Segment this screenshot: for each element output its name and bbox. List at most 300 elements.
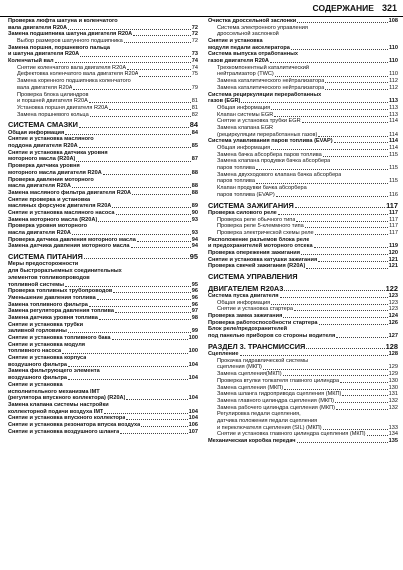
toc-page-number: 72 (191, 31, 198, 38)
toc-entry-title: Проверка электрической схемы реле (217, 230, 314, 236)
dot-leader (104, 413, 187, 414)
toc-entry (208, 179, 398, 186)
dot-leader (65, 134, 191, 135)
toc-entry (8, 382, 198, 389)
toc-entry-title: заливной горловины (8, 328, 67, 335)
toc-entry-title: сцепления (МКП) (217, 364, 262, 371)
toc-entry (8, 177, 198, 184)
toc-entry-title: Снятие и установка катушки зажигания (208, 256, 318, 263)
toc-page-number: 100 (188, 348, 198, 355)
toc-entry-title: масла двигателя R20A (8, 183, 71, 190)
toc-entry-title: Проверка реле обычного типа (217, 216, 296, 223)
toc-entry (8, 243, 198, 250)
toc-entry (208, 263, 398, 270)
toc-entry (208, 411, 398, 418)
toc-entry (208, 210, 398, 217)
toc-entry-title: паров топлива (217, 165, 255, 172)
toc-entry (8, 51, 198, 58)
toc-entry (8, 92, 198, 99)
toc-page-number: 123 (388, 299, 398, 306)
toc-entry-title: Замена регулятора давления топлива (8, 308, 114, 315)
dot-leader (336, 409, 388, 410)
toc-page-number: 129 (388, 371, 398, 378)
toc-entry (8, 268, 198, 275)
toc-page-number: 133 (388, 424, 398, 431)
toc-page-number: 84 (191, 129, 198, 136)
toc-entry (208, 237, 398, 244)
toc-entry (8, 98, 198, 105)
dot-leader (141, 426, 187, 427)
toc-page-number: 95 (189, 252, 198, 262)
dot-leader (325, 89, 388, 90)
toc-entry (208, 172, 398, 179)
toc-entry-title: Система пуска двигателя (208, 292, 279, 299)
toc-page-number: 79 (191, 84, 198, 91)
toc-page-number: 117 (386, 200, 398, 210)
toc-entry (8, 38, 198, 45)
toc-page-number: 82 (191, 111, 198, 118)
dot-leader (133, 35, 191, 36)
dot-leader (62, 353, 188, 354)
toc-page-number: 87 (191, 156, 198, 163)
dot-leader (271, 304, 387, 305)
toc-entry (208, 51, 398, 58)
toc-page-number: 116 (389, 191, 398, 198)
toc-entry-title: Регулировка педали сцепления, (217, 411, 301, 418)
toc-entry-title: Замена датчика уровня топлива (8, 314, 98, 321)
toc-entry-title: Проверка работоспособности стартера (208, 319, 318, 326)
dot-leader (68, 366, 188, 367)
toc-page-number: 114 (389, 145, 398, 152)
toc-entry (208, 18, 398, 25)
toc-entry (208, 425, 398, 432)
toc-page-number: 115 (389, 165, 398, 172)
toc-entry (8, 422, 198, 429)
toc-entry-title: Трехкомпонентный каталитический (217, 64, 310, 71)
header-rule (0, 16, 403, 17)
dot-leader (55, 62, 191, 63)
dot-leader (278, 214, 388, 215)
toc-entry (8, 190, 198, 197)
toc-entry (8, 402, 198, 409)
dot-leader (284, 290, 384, 291)
toc-entry-title: Проверка втулки толкателя главного цилиндра (217, 377, 340, 384)
toc-entry-title: топливной системы (8, 281, 65, 288)
toc-page-number: 113 (388, 98, 398, 105)
toc-entry (8, 230, 198, 237)
toc-entry-title: Коленчатый вал (8, 58, 54, 65)
toc-entry-title: и шатуна двигателя R20A (8, 51, 80, 58)
toc-entry-title: (рециркуляции переработанных газов) (217, 131, 318, 138)
toc-entry-title: Снятие и установка модуля (8, 341, 86, 348)
dot-leader (112, 339, 188, 340)
toc-page-number: 130 (388, 384, 398, 391)
toc-entry-title: воздушного фильтра (8, 361, 68, 368)
toc-page-number: 88 (191, 183, 198, 190)
toc-page-number: 112 (389, 78, 398, 85)
toc-entry-title: Общая информация (217, 145, 271, 152)
dot-leader (283, 375, 388, 376)
toc-entry-title: Замена каталитического нейтрализатора (217, 84, 325, 91)
toc-entry-title: Снятие и установка главного цилиндра сцепления (МКП) (217, 431, 366, 438)
dot-leader (73, 89, 190, 90)
toc-entry (8, 368, 198, 375)
toc-entry-title: Механическая коробка передач (208, 438, 296, 445)
dot-leader (297, 442, 388, 443)
toc-entry (8, 409, 198, 416)
toc-page-number: 117 (388, 209, 398, 216)
toc-entry-title: вала двигателя R20A (17, 84, 73, 91)
toc-entry (208, 72, 398, 79)
toc-entry-title: дроссельной заслонкой (217, 31, 279, 38)
toc-entry (208, 92, 398, 99)
toc-page-number: 117 (389, 216, 398, 223)
toc-entry-title: Замена топливного фильтра (8, 301, 88, 308)
toc-entry-title: модуля педали акселератора (208, 44, 290, 51)
toc-entry (208, 185, 398, 192)
toc-entry-title: для быстроразъемных соединительных (8, 268, 122, 275)
toc-entry-title: моторного масла (R20A) (8, 156, 76, 163)
toc-entry (208, 105, 398, 112)
toc-page-number: 95 (191, 281, 198, 288)
toc-entry-title: Общая информация (217, 104, 271, 111)
toc-entry (208, 431, 398, 438)
toc-entry-title: Проверка опережения зажигания (208, 250, 300, 257)
toc-page-number: 104 (188, 395, 198, 402)
dot-leader (318, 261, 387, 262)
dot-leader (306, 348, 384, 349)
toc-entry-title: под панелью приборов со стороны водителя (208, 333, 336, 340)
toc-page-number: 121 (388, 256, 398, 263)
toc-entry (208, 351, 398, 358)
dot-leader (72, 187, 191, 188)
toc-column-left (8, 18, 198, 435)
toc-page-number: 88 (191, 169, 198, 176)
toc-entry (208, 31, 398, 38)
toc-entry-title: Снятие и установка топливного бака (8, 335, 111, 342)
dot-leader (131, 247, 191, 248)
toc-entry-title: элементов топливопроводов (8, 274, 90, 281)
toc-entry (8, 197, 198, 204)
toc-entry (8, 288, 198, 295)
toc-section-heading (8, 120, 198, 129)
toc-entry-title: Снятие и установка стартера (217, 306, 293, 313)
toc-entry (208, 132, 398, 139)
toc-page-number: 74 (191, 58, 198, 65)
dot-leader (98, 221, 190, 222)
toc-page-number: 96 (191, 301, 198, 308)
toc-entry (8, 203, 198, 210)
toc-page-number: 96 (191, 294, 198, 301)
dot-leader (80, 56, 191, 57)
toc-entry-title: Снятие и установка (8, 381, 63, 388)
toc-entry (208, 217, 398, 224)
dot-leader (84, 258, 189, 259)
toc-entry (8, 389, 198, 396)
toc-entry (208, 118, 398, 125)
toc-entry-title: Выбор размеров шатунного подшипника (17, 38, 123, 45)
toc-entry-title: Снятие и установка трубки EGR (217, 118, 301, 125)
dot-leader (274, 116, 388, 117)
toc-entry-title: Замена коренного подшипника коленчатого (17, 78, 131, 85)
toc-entry (208, 438, 398, 445)
toc-section-heading (208, 201, 398, 210)
dot-leader (283, 317, 387, 318)
toc-entry (208, 405, 398, 412)
toc-entry (208, 398, 398, 405)
toc-page-number: 126 (388, 319, 398, 326)
toc-entry-title: коллекторной подачи воздуха IMT (8, 408, 104, 415)
dot-leader (127, 69, 191, 70)
dot-leader (126, 419, 187, 420)
toc-entry-title: Дефектовка коленчатого вала двигателя R20A (17, 71, 139, 78)
dot-leader (271, 149, 388, 150)
toc-entry (208, 158, 398, 165)
toc-entry-title: нейтрализатор (TWC) (217, 71, 274, 78)
dot-leader (271, 109, 388, 110)
toc-entry-title: СИСТЕМА ЗАЖИГАНИЯ (208, 200, 294, 210)
toc-entry-title: масляных форсунок двигателя R20A (8, 203, 112, 210)
dot-leader (65, 286, 191, 287)
toc-entry-title: Проверка люфта шатуна и коленчатого (8, 18, 118, 24)
toc-entry (208, 243, 398, 250)
toc-page-number: 121 (388, 263, 398, 270)
dot-leader (99, 319, 191, 320)
toc-entry-title: Меры предосторожности (8, 261, 79, 268)
toc-entry (8, 223, 198, 230)
toc-entry-title: Замена главного цилиндра сцепления (МКП) (217, 397, 335, 404)
toc-entry-title: Клапан системы EGR (217, 111, 274, 118)
toc-page-number: 99 (191, 328, 198, 335)
dot-leader (263, 369, 388, 370)
toc-entry (208, 165, 398, 172)
toc-page-number: 85 (191, 143, 198, 150)
toc-entry-title: Уменьшение давления топлива (8, 294, 96, 301)
toc-entry (208, 300, 398, 307)
dot-leader (291, 49, 388, 50)
toc-entry-title: Снятие и установка (208, 38, 263, 45)
toc-page-number: 108 (388, 18, 398, 24)
toc-entry-title: Замена клапана системы настройки (8, 401, 109, 408)
toc-entry-title: Замена клапана EGR (217, 124, 274, 131)
toc-entry (208, 230, 398, 237)
toc-entry (208, 45, 398, 52)
toc-entry-title: СИСТЕМА УПРАВЛЕНИЯ (208, 272, 298, 282)
toc-entry-title: Замена поршня, поршневого пальца (8, 44, 111, 51)
toc-page-number: 114 (389, 118, 398, 125)
toc-entry-title: Общая информация (217, 299, 271, 306)
toc-section-heading (208, 342, 398, 351)
toc-page-number: 74 (191, 64, 198, 71)
toc-page-number: 100 (188, 335, 198, 342)
toc-page-number: 114 (389, 131, 398, 138)
toc-entry-title: Блок реле/предохранителей (208, 326, 288, 333)
dot-leader (270, 62, 388, 63)
dot-leader (112, 207, 190, 208)
toc-page-number: 89 (191, 203, 198, 210)
toc-entry-title: датчика положения педали сцепления (217, 417, 318, 424)
toc-page-number: 135 (388, 438, 398, 445)
page-header (313, 3, 397, 13)
toc-page-number: 104 (188, 375, 198, 382)
dot-leader (325, 82, 388, 83)
dot-leader (323, 429, 388, 430)
dot-leader (334, 142, 388, 143)
dot-leader (241, 102, 388, 103)
dot-leader (109, 109, 191, 110)
dot-leader (318, 136, 388, 137)
toc-entry-title: газов двигателя R20A (208, 58, 269, 65)
toc-entry-title: Замена поршневого кольца (17, 111, 89, 118)
toc-entry (208, 98, 398, 105)
toc-entry (208, 138, 398, 145)
toc-page-number: 123 (388, 292, 398, 299)
dot-leader (139, 76, 190, 77)
dot-leader (89, 102, 191, 103)
toc-entry (208, 25, 398, 32)
toc-entry (8, 395, 198, 402)
toc-entry-title: Общая информация (8, 129, 65, 136)
dot-leader (335, 402, 388, 403)
toc-entry-title: паров топлива (EVAP) (217, 191, 275, 198)
dot-leader (302, 122, 388, 123)
toc-entry (8, 328, 198, 335)
toc-entry-title: РАЗДЕЛ 3. ТРАНСМИССИЯ (208, 341, 306, 351)
toc-page-number: 104 (188, 408, 198, 415)
toc-entry-title: Снятие и установка впускного коллектора (8, 415, 126, 422)
toc-section-heading (208, 284, 398, 293)
toc-entry-title: Замена двухходового клапана бачка абсорбера (217, 171, 342, 178)
toc-entry-title: СИСТЕМА ПИТАНИЯ (8, 252, 83, 262)
toc-entry (8, 150, 198, 157)
toc-entry-title: Проверка реле 5-клеммного типа (217, 223, 304, 230)
toc-entry (8, 415, 198, 422)
toc-entry (8, 45, 198, 52)
toc-entry (208, 358, 398, 365)
toc-entry (8, 237, 198, 244)
toc-section-heading (8, 252, 198, 261)
toc-entry (8, 136, 198, 143)
toc-entry (208, 293, 398, 300)
toc-entry-title: Система выпуска отработанных (208, 51, 299, 58)
dot-leader (79, 127, 189, 128)
toc-entry (8, 342, 198, 349)
toc-page-number: 75 (191, 71, 198, 78)
toc-entry-title: Замена сцепления (МКП) (217, 384, 284, 391)
toc-entry (8, 78, 198, 85)
toc-entry (8, 210, 198, 217)
toc-entry-title: Замена датчика давления моторного масла (8, 243, 130, 250)
dot-leader (68, 29, 191, 30)
toc-entry-title: (регулятора впускного коллектора) (R20A) (8, 395, 126, 402)
toc-entry-title: масла двигателя R20A (8, 230, 71, 236)
toc-entry-title: Проверка датчика уровня (8, 163, 80, 170)
toc-entry (8, 429, 198, 436)
toc-entry (8, 348, 198, 355)
dot-leader (276, 196, 388, 197)
toc-entry (8, 18, 198, 25)
toc-page-number: 81 (191, 104, 198, 111)
dot-leader (301, 254, 388, 255)
dot-leader (103, 174, 191, 175)
toc-entry-title: исполнительного механизма IMT (8, 388, 100, 395)
toc-entry-title: Снятие и установка масляного (8, 136, 94, 143)
toc-entry (208, 378, 398, 385)
dot-leader (319, 324, 388, 325)
toc-entry (208, 58, 398, 65)
toc-entry-title: Расположение разъемов блока реле (208, 236, 310, 243)
dot-leader (115, 312, 191, 313)
dot-leader (315, 234, 388, 235)
toc-column-right (208, 18, 398, 445)
toc-page-number: 107 (188, 428, 198, 435)
dot-leader (72, 234, 191, 235)
toc-page-number: 113 (389, 111, 398, 118)
toc-entry-title: Прокачка гидравлической системы (217, 357, 309, 364)
toc-entry (8, 217, 198, 224)
toc-page-number: 88 (191, 189, 198, 196)
toc-entry (208, 306, 398, 313)
toc-entry (208, 250, 398, 257)
toc-entry-title: ДВИГАТЕЛЕМ R20A3 (208, 283, 284, 293)
toc-entry (208, 257, 398, 264)
dot-leader (76, 161, 190, 162)
toc-entry-title: Система улавливания паров топлива (EVAP) (208, 138, 333, 145)
toc-entry (8, 25, 198, 32)
toc-page-number: 122 (385, 283, 398, 293)
toc-page-number: 98 (191, 314, 198, 321)
toc-entry-title: Сцепление (208, 351, 239, 358)
dot-leader (305, 227, 388, 228)
toc-entry (8, 72, 198, 79)
toc-page-number: 128 (388, 351, 398, 358)
toc-entry (8, 105, 198, 112)
toc-entry (208, 145, 398, 152)
toc-entry-title: вала двигателя R20A (8, 24, 68, 31)
dot-leader (79, 147, 191, 148)
toc-page-number: 110 (388, 58, 398, 65)
toc-entry-title: Снятие и установка масляного насоса (8, 209, 115, 216)
toc-page-number: 73 (191, 51, 198, 58)
toc-entry (8, 308, 198, 315)
toc-entry-title: и предохранителей моторного отсека (208, 243, 313, 250)
toc-entry-title: Система рециркуляции переработанных (208, 91, 322, 98)
toc-entry (8, 112, 198, 119)
toc-page-number: 106 (188, 421, 198, 428)
dot-leader (280, 297, 388, 298)
toc-entry-title: Снятие проверка и установка (8, 196, 91, 203)
dot-leader (336, 337, 387, 338)
toc-entry-title: Снятие и установка воздушного шланга (8, 428, 120, 435)
toc-entry (208, 85, 398, 92)
toc-entry (8, 275, 198, 282)
toc-page-number: 127 (388, 333, 398, 340)
dot-leader (294, 310, 388, 311)
dot-leader (256, 169, 388, 170)
toc-page-number: 110 (388, 44, 398, 51)
toc-entry (8, 183, 198, 190)
toc-entry (8, 362, 198, 369)
toc-page-number: 123 (388, 306, 398, 313)
toc-entry (208, 365, 398, 372)
toc-entry (208, 320, 398, 327)
toc-page-number: 90 (191, 209, 198, 216)
toc-entry-title: паров топлива (217, 178, 255, 185)
toc-entry-title: воздушного фильтра (8, 375, 68, 382)
toc-page-number: 94 (191, 236, 198, 243)
toc-entry-title: газов (EGR) (208, 98, 241, 105)
toc-page-number: 104 (188, 415, 198, 422)
